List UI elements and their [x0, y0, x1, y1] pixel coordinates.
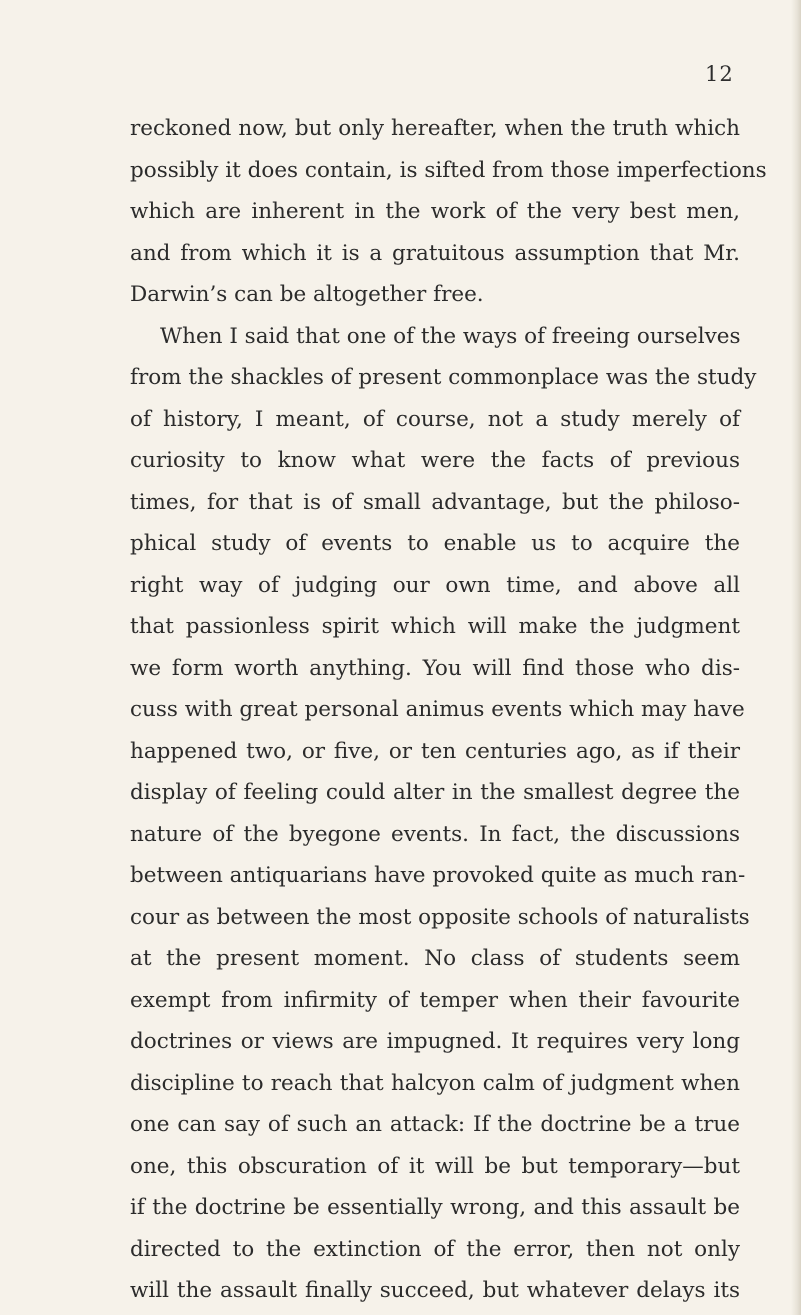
text-line: cuss with great personal animus events which may have	[130, 697, 745, 722]
text-line: at the present moment. No class of students seem	[130, 946, 740, 971]
text-line: reckoned now, but only hereafter, when the truth which	[130, 116, 740, 141]
body-text	[130, 108, 767, 1312]
text-line: When I said that one of the ways of freeing ourselves	[160, 323, 741, 349]
text-line: exempt from infirmity of temper when their favourite	[130, 987, 740, 1013]
text-line: will the assault finally succeed, but whatever delays its	[130, 1278, 740, 1303]
text-line: possibly it does contain, is sifted from those imperfections	[130, 157, 767, 183]
text-line: curiosity to know what were the facts of previous	[130, 448, 740, 473]
text-line: cour as between the most opposite schools of naturalists	[130, 904, 750, 930]
page-edge-shadow	[791, 0, 801, 1315]
text-line: from the shackles of present commonplace was the study	[130, 365, 757, 390]
page-number: 12	[705, 62, 734, 86]
text-line: of history, I meant, of course, not a study merely of	[130, 406, 740, 432]
text-line: directed to the extinction of the error, then not only	[130, 1236, 740, 1262]
text-line: phical study of events to enable us to acquire the	[130, 531, 740, 556]
text-line: times, for that is of small advantage, but the philoso-	[130, 489, 740, 515]
text-line: right way of judging our own time, and above all	[130, 572, 740, 598]
text-line: nature of the byegone events. In fact, the discussions	[130, 821, 740, 847]
text-line: display of feeling could alter in the smallest degree the	[130, 780, 740, 805]
text-line: that passionless spirit which will make the judgment	[130, 614, 740, 639]
text-line: one can say of such an attack: If the doctrine be a true	[130, 1112, 740, 1137]
text-line: discipline to reach that halcyon calm of judgment when	[130, 1070, 740, 1096]
text-line: one, this obscuration of it will be but temporary—but	[130, 1153, 740, 1179]
text-line: which are inherent in the work of the very best men,	[130, 199, 740, 224]
text-line: between antiquarians have provoked quite as much ran-	[130, 863, 746, 888]
text-line: happened two, or five, or ten centuries ago, as if their	[130, 738, 740, 764]
text-line: and from which it is a gratuitous assumption that Mr.	[130, 240, 740, 266]
text-line: if the doctrine be essentially wrong, and this assault be	[130, 1195, 740, 1220]
text-line: doctrines or views are impugned. It requires very long	[130, 1029, 740, 1054]
text-line: we form worth anything. You will find those who dis-	[130, 655, 740, 681]
text-line: Darwin’s can be altogether free.	[130, 282, 484, 307]
